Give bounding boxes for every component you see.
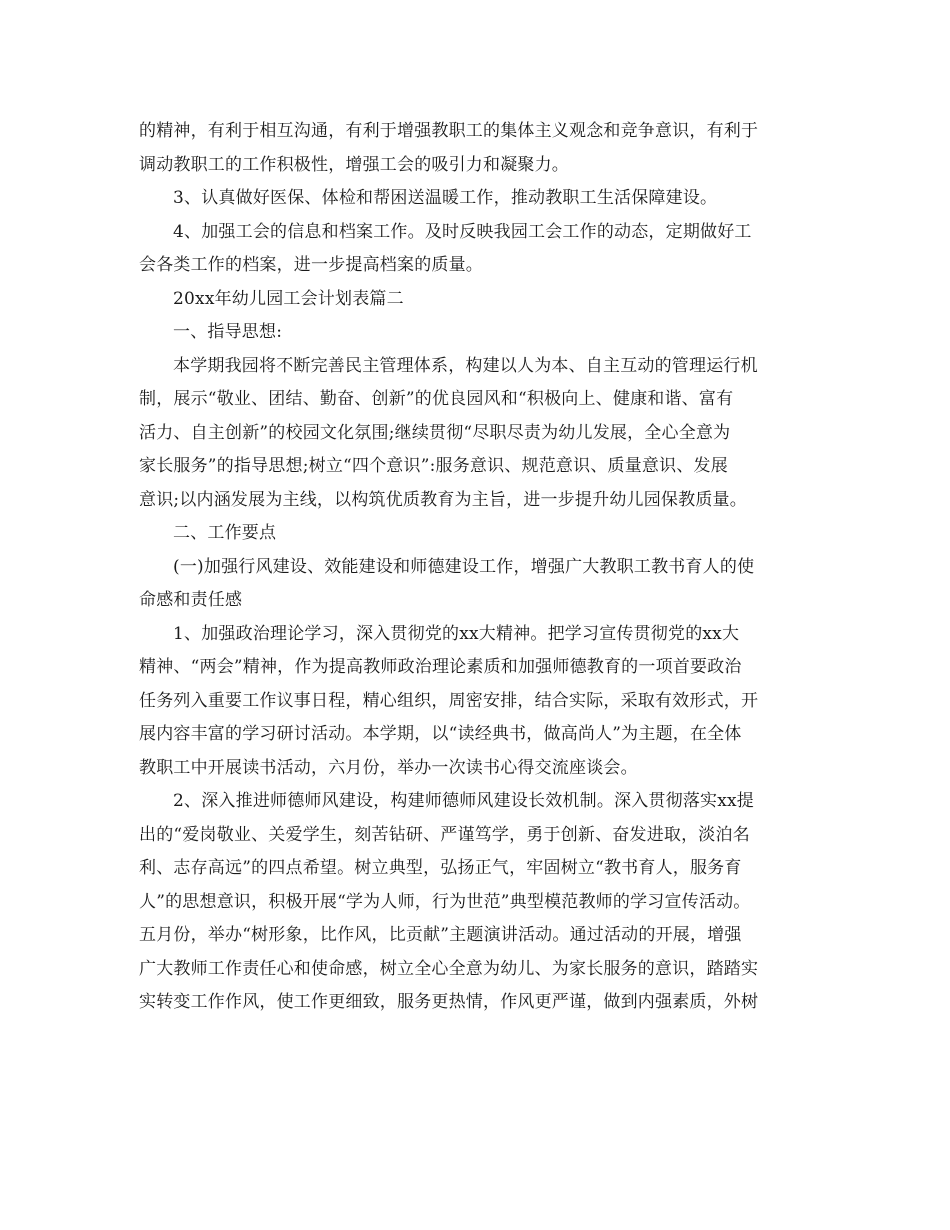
text-line: (一)加强行风建设、效能建设和师德建设工作，增强广大教职工教书育人的使: [173, 556, 755, 577]
text-line: 教职工中开展读书活动，六月份，举办一次读书心得交流座谈会。: [139, 757, 638, 778]
text-line: 本学期我园将不断完善民主管理体系，构建以人为本、自主互动的管理运行机: [173, 355, 758, 376]
text-line: 任务列入重要工作议事日程，精心组织，周密安排，结合实际，采取有效形式，开: [139, 690, 759, 711]
text-line: 二、工作要点: [173, 523, 277, 543]
text-line: 意识;以内涵发展为主线，以构筑优质教育为主旨，进一步提升幼儿园保教质量。: [139, 489, 747, 510]
text-line: 实转变工作作风，使工作更细致，服务更热情，作风更严谨，做到内强素质，外树: [139, 992, 759, 1012]
text-line: 活力、自主创新”的校园文化氛围;继续贯彻“尽职尽责为幼儿发展，全心全意为: [139, 422, 731, 443]
text-line: 人”的思想意识，积极开展“学为人师，行为世范”典型模范教师的学习宣传活动。: [139, 891, 751, 912]
text-line: 五月份，举办“树形象，比作风，比贡献”主题演讲活动。通过活动的开展，增强: [139, 925, 742, 945]
text-line: 4、加强工会的信息和档案工作。及时反映我园工会工作的动态，定期做好工: [173, 221, 752, 242]
text-line: 利、志存高远”的四点希望。树立典型，弘扬正气，牢固树立“教书育人，服务育: [139, 858, 742, 878]
text-line: 广大教师工作责任心和使命感，树立全心全意为幼儿、为家长服务的意识，踏踏实: [139, 958, 759, 979]
text-line: 3、认真做好医保、体检和帮困送温暖工作，推动教职工生活保障建设。: [173, 188, 718, 208]
text-line: 精神、“两会”精神，作为提高教师政治理论素质和加强师德教育的一项首要政治: [139, 657, 742, 677]
text-line: 出的“爱岗敬业、关爱学生，刻苦钻研、严谨笃学，勇于创新、奋发进取，淡泊名: [139, 824, 750, 845]
text-line: 一、指导思想:: [173, 322, 283, 342]
document-body: [139, 115, 819, 1020]
text-line: 命感和责任感: [139, 590, 243, 610]
text-line: 家长服务”的指导思想;树立“四个意识”:服务意识、规范意识、质量意识、发展: [139, 456, 728, 476]
text-line: 2、深入推进师德师风建设，构建师德师风建设长效机制。深入贯彻落实xx提: [173, 791, 754, 811]
text-line: 的精神，有利于相互沟通，有利于增强教职工的集体主义观念和竞争意识，有利于: [139, 121, 759, 141]
text-line: 展内容丰富的学习研讨活动。本学期，以“读经典书，做高尚人”为主题，在全体: [139, 724, 742, 744]
text-line: 20xx年幼儿园工会计划表篇二: [173, 288, 404, 309]
text-line: 调动教职工的工作积极性，增强工会的吸引力和凝聚力。: [139, 154, 569, 175]
text-line: 会各类工作的档案，进一步提高档案的质量。: [139, 255, 483, 275]
text-line: 制，展示“敬业、团结、勤奋、创新”的优良园风和“积极向上、健康和谐、富有: [139, 389, 734, 409]
text-line: 1、加强政治理论学习，深入贯彻党的xx大精神。把学习宣传贯彻党的xx大: [173, 623, 740, 644]
